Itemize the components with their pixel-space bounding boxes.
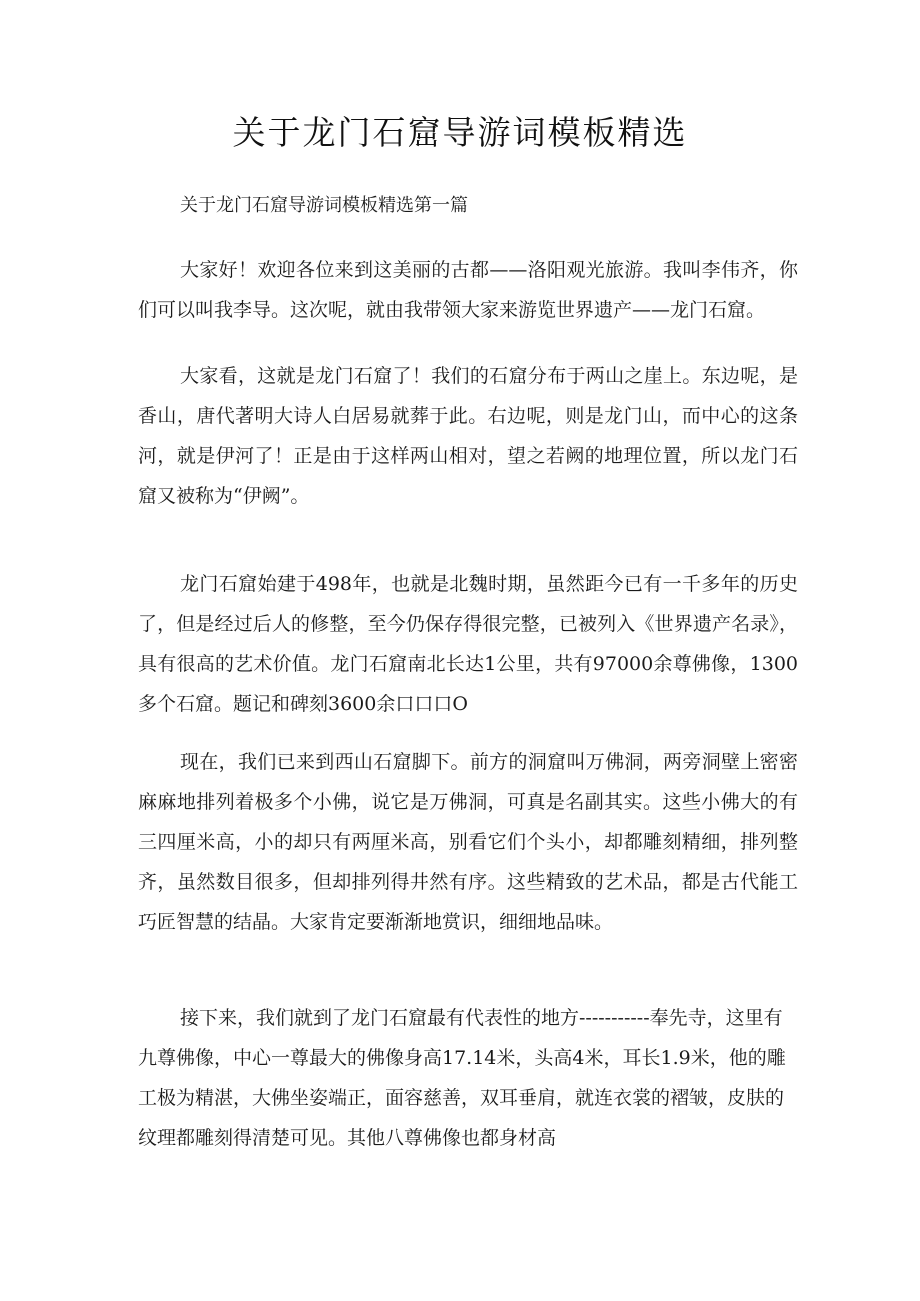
- paragraph-history: 龙门石窟始建于498年，也就是北魏时期，虽然距今已有一千多年的历史了，但是经过后人的修整，至今仍保存得很完整，已被列入《世界遗产名录》，具有很高的艺术价值。龙门石窟南北长达1公里，共有97000余尊佛像，1300多个石窟。题记和碑刻3600余口口口O: [138, 573, 798, 715]
- paragraph-intro: 大家好！欢迎各位来到这美丽的古都——洛阳观光旅游。我叫李伟齐，你们可以叫我李导。这次呢，就由我带领大家来游览世界遗产——龙门石窟。: [138, 259, 798, 321]
- page-title: 关于龙门石窟导游词模板精选: [232, 113, 688, 152]
- section-subtitle: 关于龙门石窟导游词模板精选第一篇: [180, 195, 468, 216]
- paragraph-fengxian-temple: 接下来，我们就到了龙门石窟最有代表性的地方-----------奉先寺，这里有九尊佛像，中心一尊最大的佛像身高17.14米，头高4米，耳长1.9米，他的雕工极为精湛，大佛坐姿端正，面容慈善，双耳垂肩，就连衣裳的褶皱，皮肤的纹理都雕刻得清楚可见。其他八尊佛像也都身材高: [138, 1007, 786, 1149]
- paragraph-overview: 大家看，这就是龙门石窟了！我们的石窟分布于两山之崖上。东边呢，是香山，唐代著明大诗人白居易就葬于此。右边呢，则是龙门山，而中心的这条河，就是伊河了！正是由于这样两山相对，望之若阙的地理位置，所以龙门石窟又被称为“伊阙”。: [138, 365, 798, 507]
- paragraph-wanfo-cave: 现在，我们已来到西山石窟脚下。前方的洞窟叫万佛洞，两旁洞壁上密密麻麻地排列着极多个小佛，说它是万佛洞，可真是名副其实。这些小佛大的有三四厘米高，小的却只有两厘米高，别看它们个头小，却都雕刻精细，排列整齐，虽然数目很多，但却排列得井然有序。这些精致的艺术品，都是古代能工巧匠智慧的结晶。大家肯定要渐渐地赏识，细细地品味。: [138, 751, 798, 933]
